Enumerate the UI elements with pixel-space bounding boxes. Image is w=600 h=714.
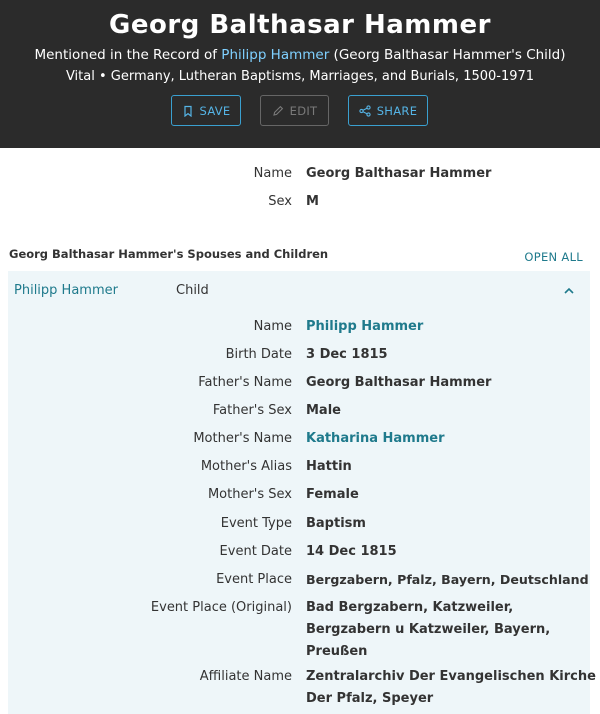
field-value-link[interactable]: Katharina Hammer [306,431,445,446]
field-label: Father's Name [198,375,292,390]
field-label: Event Place (Original) [150,600,292,615]
open-all-link[interactable]: OPEN ALL [524,250,583,264]
save-button[interactable] [171,95,241,126]
save-button-label: SAVE [199,103,231,118]
edit-button-label: EDIT [289,103,318,118]
field-value: Georg Balthasar Hammer [306,375,492,390]
field-value: Baptism [306,516,366,531]
record-person-link[interactable]: Philipp Hammer [221,47,330,63]
field-value: M [306,194,319,209]
section-title: Georg Balthasar Hammer's Spouses and Children [9,247,329,261]
field-label: Name [253,319,292,334]
field-value: 3 Dec 1815 [306,347,388,362]
relationship-label: Child [176,283,209,298]
pencil-icon [272,105,284,117]
field-label: Mother's Alias [200,459,292,474]
field-label: Event Type [220,516,292,531]
field-label: Father's Sex [212,403,292,418]
bookmark-icon [182,105,194,117]
child-name-link[interactable]: Philipp Hammer [14,283,118,298]
field-label: Mother's Name [193,431,292,446]
mentioned-suffix: (Georg Balthasar Hammer's Child) [329,47,566,63]
edit-button[interactable] [260,95,329,126]
mentioned-in-line [0,45,600,65]
field-label: Name [253,166,292,181]
field-label: Event Place [216,572,292,587]
share-button[interactable] [348,95,428,126]
field-value: Male [306,403,341,418]
field-label: Affiliate Name [199,669,292,684]
field-value: Female [306,487,359,502]
page-title: Georg Balthasar Hammer [109,10,491,40]
collection-line[interactable]: Vital • Germany, Lutheran Baptisms, Marriages, and Burials, 1500-1971 [65,69,535,84]
share-icon [359,105,371,117]
field-label: Event Date [219,544,292,559]
share-button-label: SHARE [376,103,418,118]
field-value-link[interactable]: Philipp Hammer [306,319,424,334]
field-value: 14 Dec 1815 [306,544,397,559]
record-header [0,0,600,148]
field-label: Birth Date [225,347,292,362]
field-value: Hattin [306,459,352,474]
field-value: Bad Bergzabern, Katzweiler, Bergzabern u Katzweiler, Bayern, Preußen [306,600,551,659]
mentioned-prefix: Mentioned in the Record of [34,47,222,63]
field-value: Georg Balthasar Hammer [306,166,492,181]
field-value: Zentralarchiv Der Evangelischen Kirche Der Pfalz, Speyer [306,669,596,706]
field-label: Sex [268,194,292,209]
field-label: Mother's Sex [207,487,292,502]
field-value: Bergzabern, Pfalz, Bayern, Deutschland [306,572,589,587]
chevron-up-icon[interactable] [562,284,576,298]
